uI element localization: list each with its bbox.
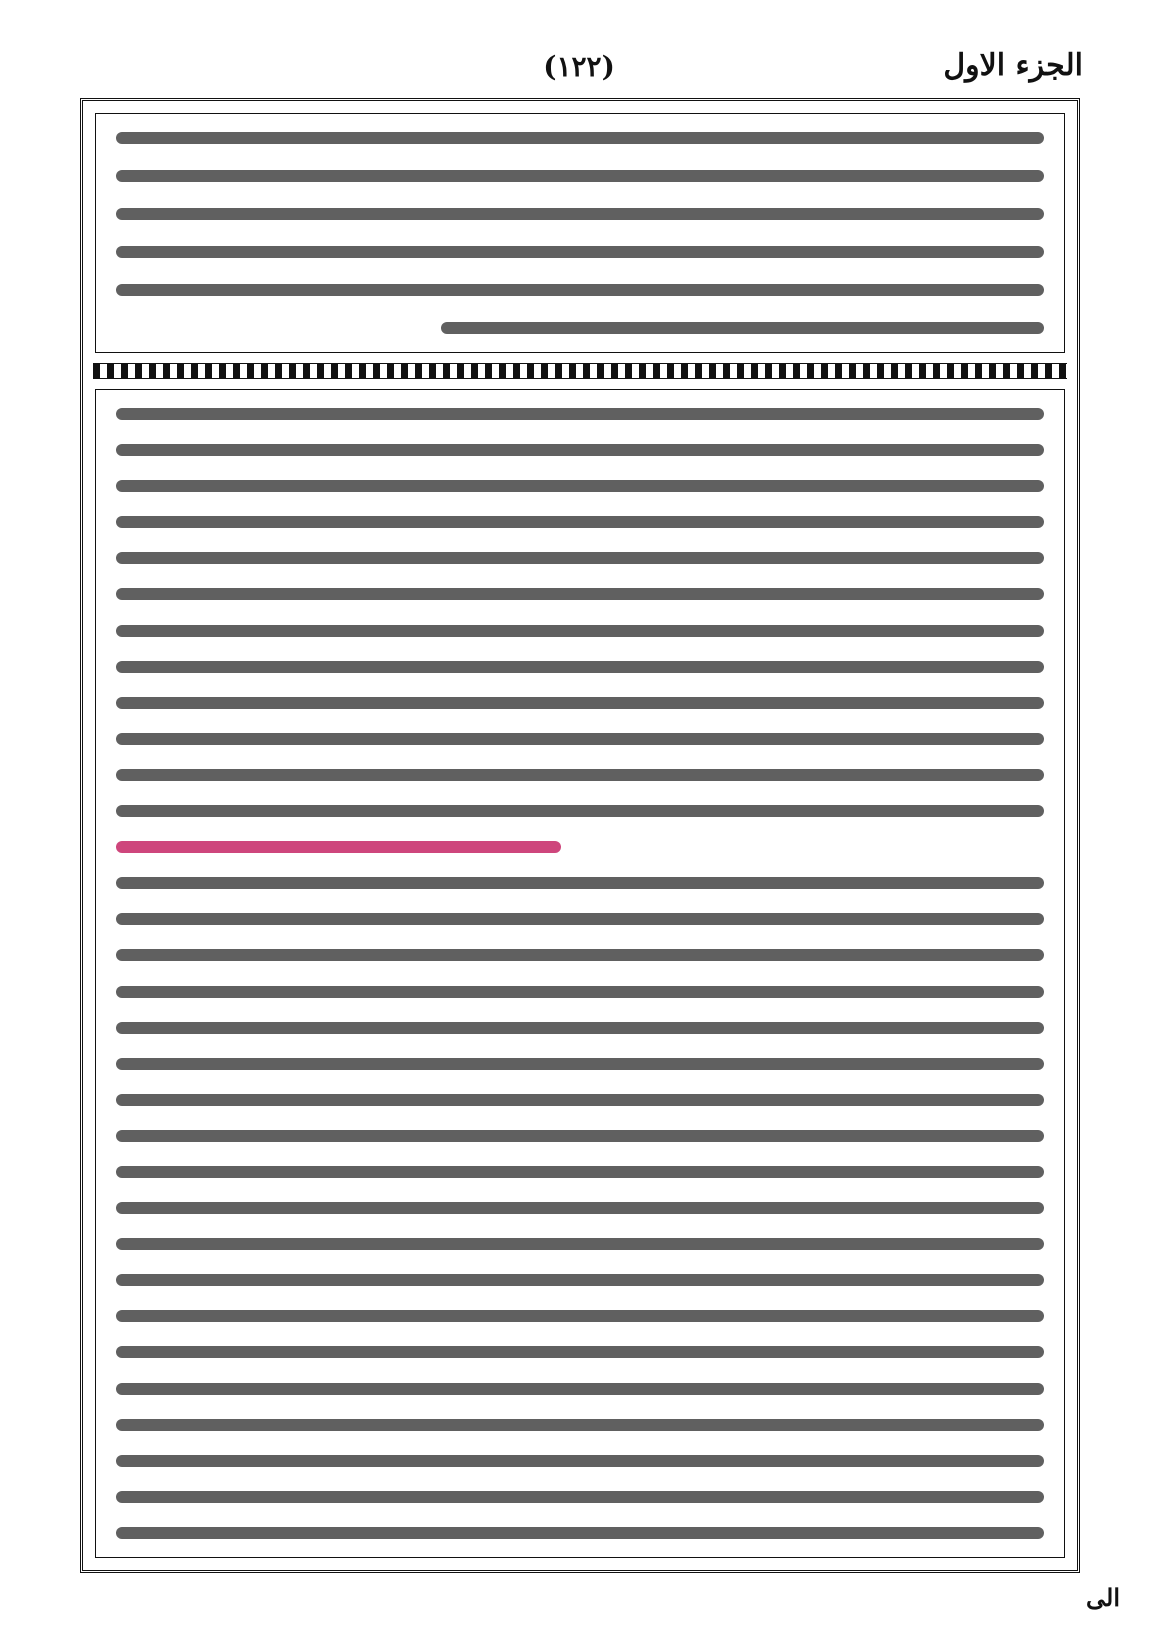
page-header [75, 40, 1083, 100]
page-frame [80, 98, 1080, 1573]
checkered-divider [93, 363, 1067, 379]
commentary-text-block [95, 389, 1065, 1558]
catchword: الى [1086, 1583, 1120, 1612]
page-number: (١٢٢) [543, 50, 615, 83]
hadith-text-block [95, 113, 1065, 353]
volume-label: الجزء الاول [943, 48, 1083, 83]
